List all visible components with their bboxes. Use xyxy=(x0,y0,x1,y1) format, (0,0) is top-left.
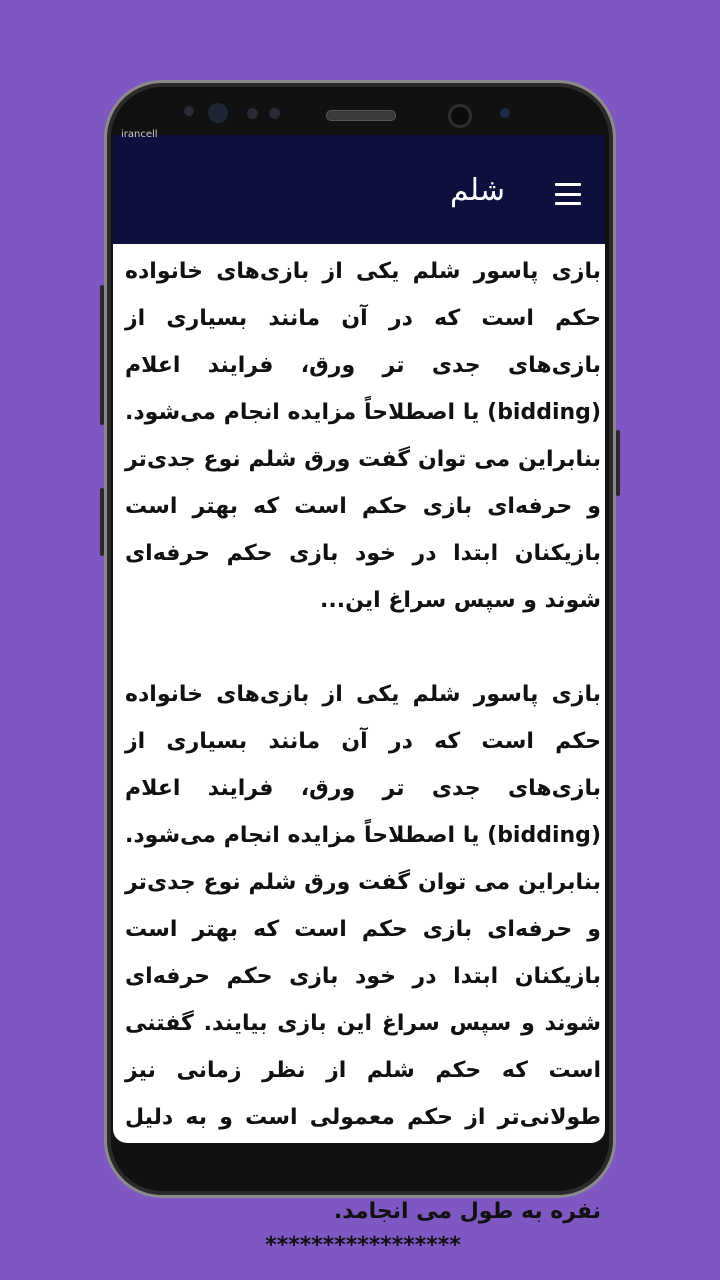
page-title: شلم xyxy=(449,173,505,208)
phone-side-button xyxy=(616,430,620,496)
app-bar xyxy=(113,129,605,244)
phone-screen xyxy=(113,129,605,1258)
front-camera-icon xyxy=(448,104,472,128)
hamburger-menu-icon[interactable] xyxy=(555,183,581,205)
article-paragraph: بازی پاسور شلم یکی از بازی‌های خانواده حکم است که در آن مانند بسیاری از بازی‌های جدی تر ورق، فرایند اعلام (bidding) یا اصطلاحاً مزایده انجام می‌شود. بنابراین می توان گفت ورق شلم نوع جدی‌تر و حرفه‌ای بازی حکم است که بهتر است بازیکنان ابتدا در خود بازی حکم حرفه‌ای شوند و سپس سراغ این... xyxy=(125,259,601,613)
carrier-label: irancell xyxy=(121,129,158,140)
article-content xyxy=(125,248,601,1258)
article-paragraph: بازی پاسور شلم یکی از بازی‌های خانواده حکم است که در آن مانند بسیاری از بازی‌های جدی تر ورق، فرایند اعلام (bidding) یا اصطلاحاً مزایده انجام می‌شود. بنابراین می توان گفت ورق شلم نوع جدی‌تر و حرفه‌ای بازی حکم است که بهتر است بازیکنان ابتدا در خود بازی حکم حرفه‌ای شوند و سپس سراغ این بازی بیایند. گفتنی است که حکم شلم از نظر زمانی نیز طولانی‌تر از حکم معمولی است و به دلیل محاسبات معمولاً دو برابر بازی حکم چهار نفره به طول می انجامد. xyxy=(125,682,601,1224)
separator: ***************** xyxy=(265,1233,461,1258)
phone-sensor xyxy=(269,108,280,119)
phone-sensor xyxy=(247,108,258,119)
phone-sensor xyxy=(208,103,228,123)
phone-sensor xyxy=(500,108,510,118)
phone-speaker xyxy=(326,110,396,121)
phone-sensor xyxy=(184,106,194,116)
